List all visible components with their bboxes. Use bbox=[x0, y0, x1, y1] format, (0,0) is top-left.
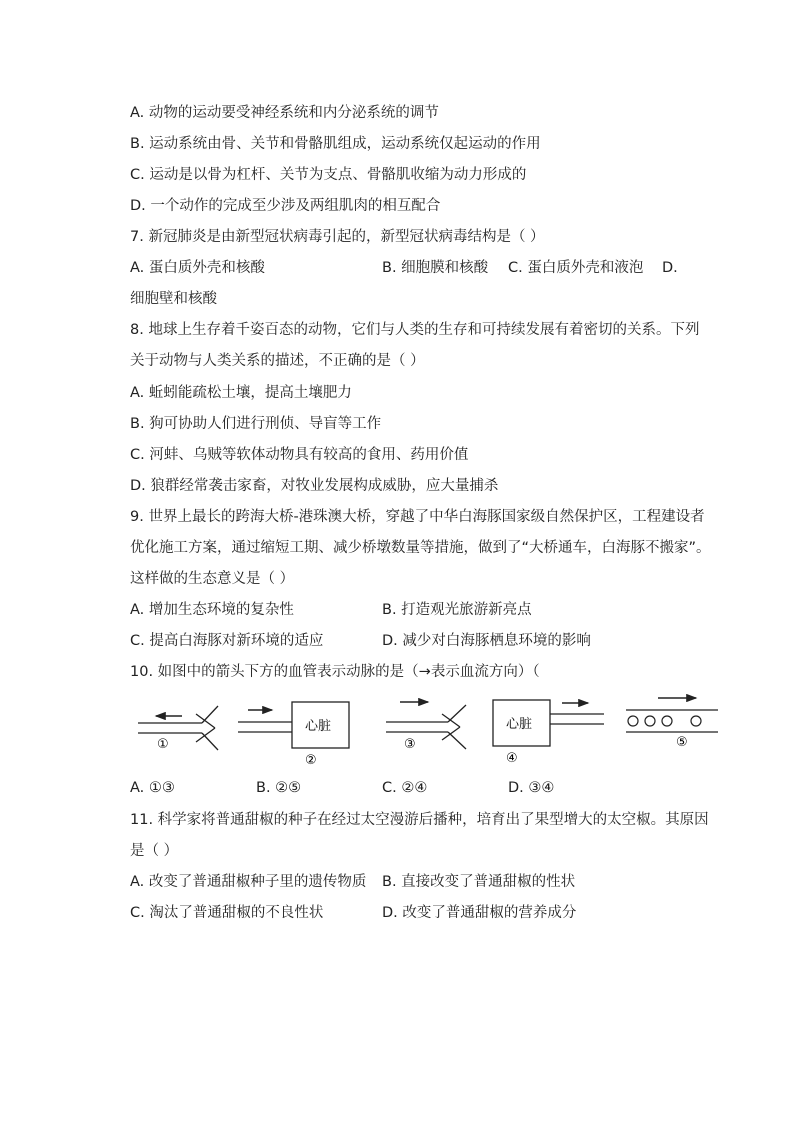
prev-option-a: A. 动物的运动要受神经系统和内分泌系统的调节 bbox=[130, 105, 439, 121]
q7-stem: 7. 新冠肺炎是由新型冠状病毒引起的，新型冠状病毒结构是（ ） bbox=[130, 229, 545, 245]
q8-option-b: B. 狗可协助人们进行刑侦、导盲等工作 bbox=[130, 416, 382, 432]
figure-1-vessel bbox=[138, 706, 218, 752]
q9-option-d: D. 减少对白海豚栖息环境的影响 bbox=[382, 633, 591, 649]
figure-3-vessel bbox=[386, 702, 466, 752]
q8-stem-line1: 8. 地球上生存着千姿百态的动物，它们与人类的生存和可持续发展有着密切的关系。下列 bbox=[130, 322, 700, 338]
figure-2-vessel bbox=[238, 702, 349, 768]
q9-option-b: B. 打造观光旅游新亮点 bbox=[382, 602, 532, 618]
prev-option-b: B. 运动系统由骨、关节和骨骼肌组成，运动系统仅起运动的作用 bbox=[130, 136, 541, 152]
q7-option-c: C. 蛋白质外壳和液泡 bbox=[508, 260, 644, 276]
q11-stem-line1: 11. 科学家将普通甜椒的种子在经过太空漫游后播种，培育出了果型增大的太空椒。其原因 bbox=[130, 812, 709, 828]
figure-label-4: ④ bbox=[506, 751, 518, 766]
q7-option-d-label: D. bbox=[662, 260, 678, 276]
q11-stem-line2: 是（ ） bbox=[130, 843, 179, 859]
figure-label-3: ③ bbox=[404, 737, 416, 752]
q7-option-a: A. 蛋白质外壳和核酸 bbox=[130, 260, 265, 276]
q7-option-d-text: 细胞壁和核酸 bbox=[130, 291, 217, 307]
figure-5-vessel bbox=[626, 698, 718, 750]
figure-label-2: ② bbox=[305, 753, 317, 768]
q11-option-b: B. 直接改变了普通甜椒的性状 bbox=[382, 874, 576, 890]
q11-option-c: C. 淘汰了普通甜椒的不良性状 bbox=[130, 905, 324, 921]
q8-option-a: A. 蚯蚓能疏松土壤，提高土壤肥力 bbox=[130, 385, 352, 401]
q7-option-b: B. 细胞膜和核酸 bbox=[382, 260, 489, 276]
q11-option-a: A. 改变了普通甜椒种子里的遗传物质 bbox=[130, 874, 367, 890]
q9-option-c: C. 提高白海豚对新环境的适应 bbox=[130, 633, 324, 649]
prev-option-c: C. 运动是以骨为杠杆、关节为支点、骨骼肌收缩为动力形成的 bbox=[130, 167, 527, 183]
figure-label-1: ① bbox=[157, 737, 169, 752]
q9-stem-line2: 优化施工方案，通过缩短工期、减少桥墩数量等措施，做到了“大桥通车，白海豚不搬家”。 bbox=[130, 540, 711, 556]
q9-option-a: A. 增加生态环境的复杂性 bbox=[130, 602, 294, 618]
blood-vessel-figure bbox=[130, 690, 730, 770]
figure-label-5: ⑤ bbox=[676, 735, 688, 750]
q10-option-d: D. ③④ bbox=[508, 780, 555, 796]
heart-label-2: 心脏 bbox=[305, 719, 332, 734]
q9-stem-line1: 9. 世界上最长的跨海大桥-港珠澳大桥，穿越了中华白海豚国家级自然保护区，工程建设者 bbox=[130, 509, 705, 525]
figure-4-vessel bbox=[493, 700, 604, 766]
q10-stem: 10. 如图中的箭头下方的血管表示动脉的是（→表示血流方向）（ bbox=[130, 664, 540, 680]
q8-option-d: D. 狼群经常袭击家畜，对牧业发展构成威胁，应大量捕杀 bbox=[130, 478, 499, 494]
q9-stem-line3: 这样做的生态意义是（ ） bbox=[130, 571, 295, 587]
q10-option-c: C. ②④ bbox=[382, 780, 428, 796]
q8-option-c: C. 河蚌、乌贼等软体动物具有较高的食用、药用价值 bbox=[130, 447, 469, 463]
q8-stem-line2: 关于动物与人类关系的描述，不正确的是（ ） bbox=[130, 353, 425, 369]
prev-option-d: D. 一个动作的完成至少涉及两组肌肉的相互配合 bbox=[130, 198, 441, 214]
q11-option-d: D. 改变了普通甜椒的营养成分 bbox=[382, 905, 577, 921]
q10-option-a: A. ①③ bbox=[130, 780, 175, 796]
heart-label-4: 心脏 bbox=[506, 717, 533, 732]
q10-option-b: B. ②⑤ bbox=[256, 780, 302, 796]
